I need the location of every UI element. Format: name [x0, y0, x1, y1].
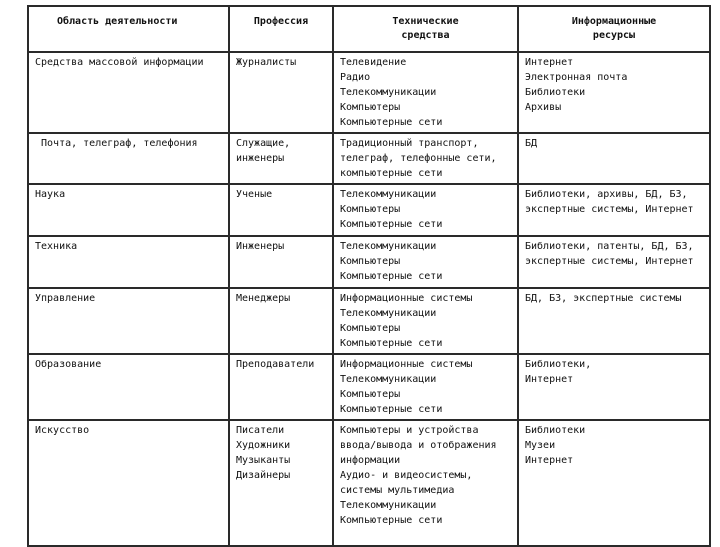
table-row — [28, 184, 710, 236]
tech-line: Традиционный транспорт, — [340, 138, 479, 149]
cell-profession — [229, 133, 333, 184]
cell-resources — [518, 52, 710, 133]
cell-resources — [518, 420, 710, 546]
area-text: Наука — [35, 189, 66, 200]
cell-area — [28, 420, 229, 546]
tech-line: Компьютеры — [340, 102, 401, 113]
tech-line: Компьютерные сети — [340, 271, 443, 282]
cell-tech — [333, 52, 518, 133]
tech-line: Компьютеры — [340, 256, 401, 267]
tech-line: Компьютерные сети — [340, 338, 443, 349]
resource-line: Электронная почта — [525, 72, 628, 83]
cell-profession — [229, 288, 333, 354]
tech-line: Телекоммуникации — [340, 241, 437, 252]
tech-line: ввода/вывода и отображения — [340, 440, 497, 451]
table-row — [28, 420, 710, 546]
table-row — [28, 288, 710, 354]
tech-line: Компьютерные сети — [340, 117, 443, 128]
profession-line: Музыканты — [236, 455, 291, 466]
area-text: Средства массовой информации — [35, 57, 204, 68]
cell-tech — [333, 133, 518, 184]
profession-line: инженеры — [236, 153, 285, 164]
profession-line: Писатели — [236, 425, 285, 436]
profession-line: Инженеры — [236, 241, 285, 252]
resource-line: Библиотеки, архивы, БД, БЗ, — [525, 189, 688, 200]
resource-line: БД, БЗ, экспертные системы — [525, 293, 682, 304]
resource-line: Архивы — [525, 102, 562, 113]
table-row — [28, 52, 710, 133]
tech-line: системы мультимедиа — [340, 485, 455, 496]
resource-line: Библиотеки, патенты, БД, БЗ, — [525, 241, 694, 252]
profession-line: Ученые — [236, 189, 273, 200]
activity-table — [27, 5, 711, 547]
profession-line: Дизайнеры — [236, 470, 291, 481]
cell-profession — [229, 236, 333, 288]
tech-line: Телекоммуникации — [340, 308, 437, 319]
area-text: Образование — [35, 359, 102, 370]
cell-area — [28, 354, 229, 420]
tech-line: Компьютеры и устройства — [340, 425, 479, 436]
resource-line: БД — [525, 138, 538, 149]
cell-resources — [518, 354, 710, 420]
table-header-row — [28, 6, 710, 52]
tech-line: Компьютеры — [340, 389, 401, 400]
cell-area — [28, 236, 229, 288]
table-row — [28, 236, 710, 288]
resource-line: экспертные системы, Интернет — [525, 256, 694, 267]
cell-area — [28, 52, 229, 133]
cell-profession — [229, 420, 333, 546]
cell-tech — [333, 236, 518, 288]
tech-line: компьютерные сети — [340, 168, 443, 179]
tech-line: Компьютерные сети — [340, 404, 443, 415]
area-text: Техника — [35, 241, 78, 252]
area-text: Искусство — [35, 425, 90, 436]
header-tech: Технические средства — [333, 6, 518, 52]
tech-line: информации — [340, 455, 401, 466]
cell-profession — [229, 52, 333, 133]
tech-line: Телевидение — [340, 57, 407, 68]
cell-profession — [229, 354, 333, 420]
tech-line: Компьютеры — [340, 323, 401, 334]
header-profession: Профессия — [229, 6, 333, 52]
resource-line: экспертные системы, Интернет — [525, 204, 694, 215]
cell-tech — [333, 288, 518, 354]
tech-line: Радио — [340, 72, 371, 83]
cell-resources — [518, 236, 710, 288]
cell-resources — [518, 184, 710, 236]
profession-line: Служащие, — [236, 138, 291, 149]
tech-line: Информационные системы — [340, 359, 473, 370]
area-text: Управление — [35, 293, 96, 304]
cell-area — [28, 184, 229, 236]
area-text: Почта, телеграф, телефония — [35, 138, 198, 149]
resource-line: Интернет — [525, 57, 574, 68]
tech-line: Аудио- и видеосистемы, — [340, 470, 473, 481]
profession-line: Художники — [236, 440, 291, 451]
tech-line: Информационные системы — [340, 293, 473, 304]
tech-line: Компьютеры — [340, 204, 401, 215]
cell-area — [28, 133, 229, 184]
profession-line: Преподаватели — [236, 359, 315, 370]
cell-resources — [518, 133, 710, 184]
resource-line: Интернет — [525, 455, 574, 466]
tech-line: Телекоммуникации — [340, 87, 437, 98]
profession-line: Журналисты — [236, 57, 297, 68]
cell-profession — [229, 184, 333, 236]
cell-tech — [333, 184, 518, 236]
tech-line: Телекоммуникации — [340, 189, 437, 200]
tech-line: телеграф, телефонные сети, — [340, 153, 497, 164]
profession-line: Менеджеры — [236, 293, 291, 304]
tech-line: Компьютерные сети — [340, 515, 443, 526]
tech-line: Телекоммуникации — [340, 500, 437, 511]
resource-line: Интернет — [525, 374, 574, 385]
cell-resources — [518, 288, 710, 354]
cell-tech — [333, 354, 518, 420]
table-row — [28, 354, 710, 420]
cell-tech — [333, 420, 518, 546]
resource-line: Музеи — [525, 440, 556, 451]
cell-area — [28, 288, 229, 354]
resource-line: Библиотеки — [525, 425, 586, 436]
table-row — [28, 133, 710, 184]
header-resources: Информационные ресурсы — [518, 6, 710, 52]
tech-line: Телекоммуникации — [340, 374, 437, 385]
header-area: Область деятельности — [28, 6, 229, 52]
tech-line: Компьютерные сети — [340, 219, 443, 230]
resource-line: Библиотеки — [525, 87, 586, 98]
resource-line: Библиотеки, — [525, 359, 592, 370]
